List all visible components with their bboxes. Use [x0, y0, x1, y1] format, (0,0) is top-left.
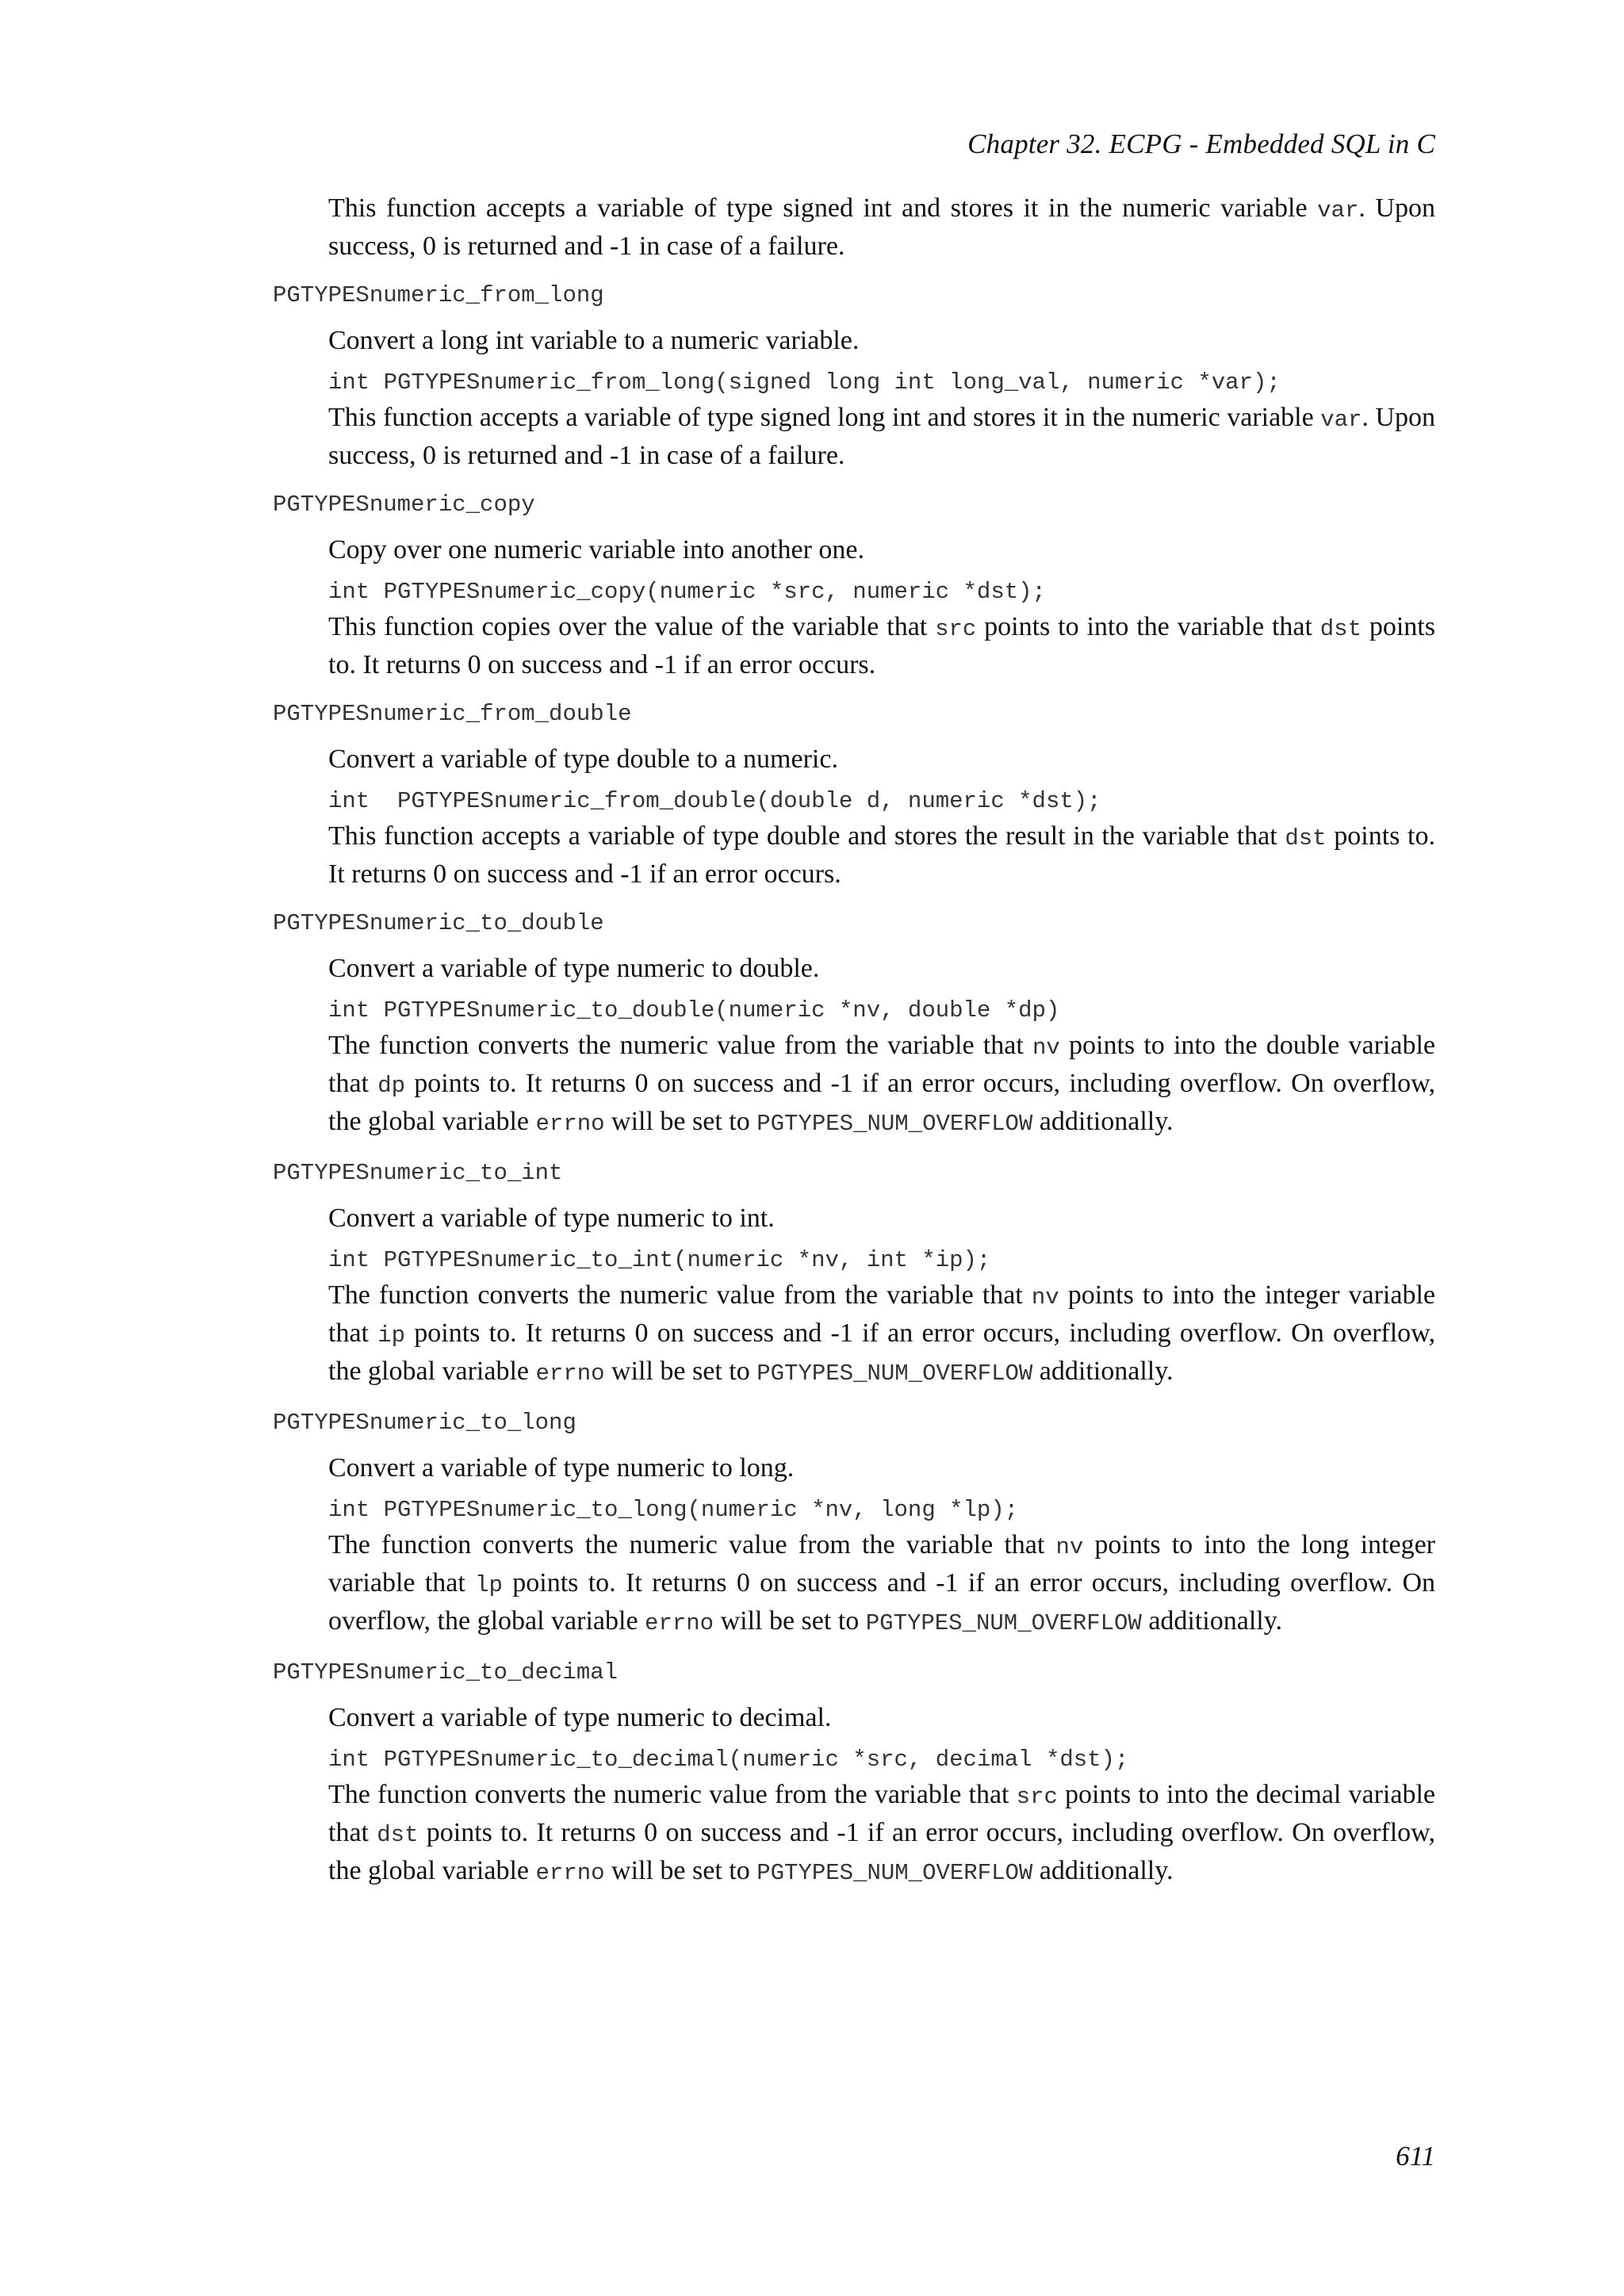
function-summary: Convert a variable of type numeric to int. [328, 1203, 775, 1233]
function-term: PGTYPESnumeric_from_double [273, 701, 632, 727]
text-fragment: points to into the variable that [976, 612, 1320, 641]
text-fragment: additionally. [1032, 1856, 1174, 1885]
function-entry [273, 1158, 1436, 1391]
function-synopsis: int PGTYPESnumeric_copy(numeric *src, numeric *dst); [328, 579, 1046, 605]
inline-code: src [1016, 1784, 1058, 1810]
function-summary: Copy over one numeric variable into another one. [328, 535, 864, 564]
text-fragment: points to into the double variable that [328, 1031, 1435, 1098]
function-entry [273, 698, 1435, 892]
inline-code: ip [377, 1322, 406, 1349]
inline-code: lp [475, 1572, 503, 1598]
text-fragment: points to into the long integer variable that [328, 1530, 1435, 1598]
inline-code: errno [535, 1111, 605, 1137]
inline-code: nv [1055, 1534, 1084, 1560]
text-fragment: will be set to [714, 1606, 866, 1636]
text-fragment: . Upon success, 0 is returned and -1 in case of a failure. [328, 403, 1435, 470]
function-summary: Convert a long int variable to a numeric variable. [328, 326, 860, 355]
function-summary: Convert a variable of type numeric to decimal. [328, 1703, 832, 1732]
text-fragment: The function converts the numeric value from the variable that [328, 1530, 1056, 1559]
text-fragment: This function accepts a variable of type double and stores the result in the variable that [328, 821, 1285, 851]
page-number: 611 [1396, 2141, 1435, 2172]
inline-code: var [1317, 197, 1359, 224]
text-fragment: This function accepts a variable of type signed int and stores it in the numeric variable [328, 193, 1318, 223]
function-synopsis: int PGTYPESnumeric_to_long(numeric *nv, long *lp); [328, 1497, 1019, 1523]
function-synopsis: int PGTYPESnumeric_from_double(double d, numeric *dst); [328, 788, 1101, 814]
text-fragment: points to. It returns 0 on success and -1 if an error occurs, including overflow. On overflow, the global variable [328, 1568, 1435, 1636]
running-header: Chapter 32. ECPG - Embedded SQL in C [967, 128, 1435, 159]
text-fragment: additionally. [1141, 1606, 1283, 1636]
inline-code: dp [377, 1073, 406, 1099]
text-fragment: points to into the decimal variable that [328, 1780, 1435, 1847]
inline-code: dst [377, 1822, 419, 1848]
function-description [328, 1027, 1435, 1142]
text-fragment: . Upon success, 0 is returned and -1 in case of a failure. [328, 193, 1435, 261]
text-fragment: This function copies over the value of the variable that [328, 612, 936, 641]
inline-code: nv [1032, 1035, 1060, 1061]
function-description [328, 400, 1435, 473]
inline-code: PGTYPES_NUM_OVERFLOW [756, 1360, 1033, 1387]
function-term: PGTYPESnumeric_from_long [273, 282, 604, 308]
text-fragment: points to. It returns 0 on success and -1 if an error occurs, including overflow. On overflow, the global variable [328, 1318, 1436, 1386]
function-term: PGTYPESnumeric_to_long [273, 1410, 576, 1436]
page-body [273, 190, 1436, 1891]
inline-code: errno [535, 1360, 605, 1387]
function-term: PGTYPESnumeric_copy [273, 492, 535, 518]
inline-code: dst [1285, 825, 1327, 851]
text-fragment: The function converts the numeric value from the variable that [328, 1031, 1032, 1060]
function-description [328, 609, 1435, 683]
inline-code: errno [535, 1860, 605, 1886]
function-entry [273, 1407, 1435, 1641]
function-summary: Convert a variable of type numeric to double. [328, 954, 820, 983]
inline-code: PGTYPES_NUM_OVERFLOW [756, 1111, 1033, 1137]
inline-code: var [1320, 407, 1362, 433]
text-fragment: additionally. [1032, 1107, 1174, 1136]
text-fragment: additionally. [1032, 1357, 1174, 1386]
function-synopsis: int PGTYPESnumeric_to_int(numeric *nv, int *ip); [328, 1247, 991, 1273]
inline-code: PGTYPES_NUM_OVERFLOW [865, 1610, 1142, 1636]
function-synopsis: int PGTYPESnumeric_to_double(numeric *nv, double *dp) [328, 997, 1060, 1024]
text-fragment: The function converts the numeric value from the variable that [328, 1280, 1032, 1310]
function-synopsis: int PGTYPESnumeric_from_long(signed long int long_val, numeric *var); [328, 369, 1281, 396]
function-description [328, 1277, 1435, 1391]
inline-code: PGTYPES_NUM_OVERFLOW [756, 1860, 1033, 1886]
function-description [328, 1777, 1435, 1891]
function-term: PGTYPESnumeric_to_decimal [273, 1659, 619, 1686]
text-fragment: points to. It returns 0 on success and -1 if an error occurs, including overflow. On overflow, the global variable [328, 1818, 1435, 1885]
function-description [328, 818, 1435, 892]
inline-code: dst [1320, 616, 1362, 642]
function-description [328, 1527, 1435, 1641]
function-term: PGTYPESnumeric_to_double [273, 910, 604, 936]
function-entry [273, 280, 1435, 473]
text-fragment: will be set to [604, 1357, 757, 1386]
inline-code: nv [1031, 1284, 1059, 1311]
function-summary: Convert a variable of type numeric to long. [328, 1453, 795, 1483]
function-synopsis: int PGTYPESnumeric_to_decimal(numeric *src, decimal *dst); [328, 1747, 1129, 1773]
text-fragment: points to. It returns 0 on success and -1 if an error occurs, including overflow. On overflow, the global variable [328, 1069, 1436, 1136]
inline-code: errno [645, 1610, 714, 1636]
function-entry [273, 908, 1436, 1142]
text-fragment: will be set to [604, 1107, 757, 1136]
text-fragment: points to into the integer variable that [328, 1280, 1435, 1348]
intro-paragraph [328, 190, 1435, 264]
text-fragment: This function accepts a variable of type signed long int and stores it in the numeric variable [328, 403, 1321, 432]
text-fragment: points to. It returns 0 on success and -1 if an error occurs. [328, 612, 1435, 679]
function-summary: Convert a variable of type double to a numeric. [328, 744, 838, 774]
function-entry [273, 489, 1435, 683]
text-fragment: will be set to [604, 1856, 757, 1885]
inline-code: src [935, 616, 977, 642]
function-entry [273, 1657, 1435, 1891]
text-fragment: The function converts the numeric value from the variable that [328, 1780, 1017, 1809]
function-term: PGTYPESnumeric_to_int [273, 1160, 563, 1186]
text-fragment: points to. It returns 0 on success and -1 if an error occurs. [328, 821, 1435, 889]
